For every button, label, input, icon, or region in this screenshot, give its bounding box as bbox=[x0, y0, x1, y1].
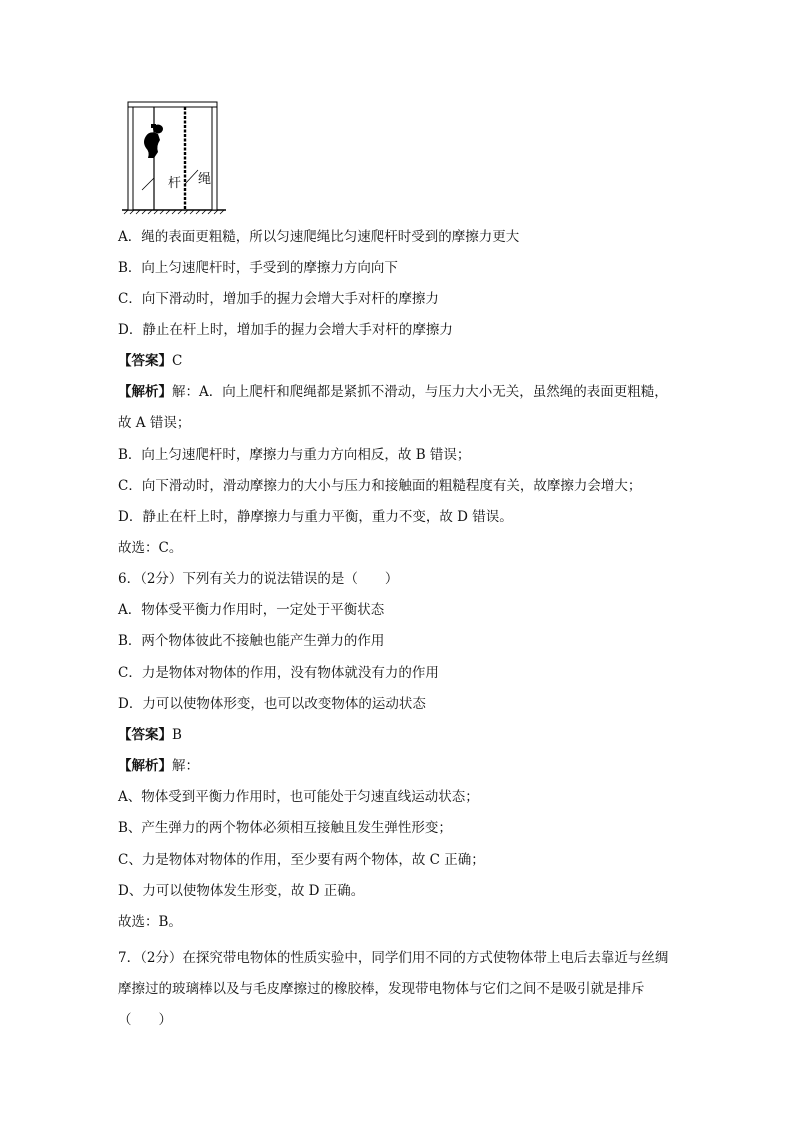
q5-conclusion: 故选：C。 bbox=[118, 540, 183, 556]
left-post bbox=[128, 102, 133, 210]
answer-tag: 【答案】 bbox=[118, 353, 172, 369]
q5-analysis-text-1: 解：A．向上爬杆和爬绳都是紧抓不滑动，与压力大小无关，虽然绳的表面更粗糙， bbox=[172, 384, 668, 400]
q6-analysis-line-1: A、物体受到平衡力作用时，也可能处于匀速直线运动状态； bbox=[118, 789, 479, 805]
q5-analysis-line-2: 故 A 错误； bbox=[118, 415, 191, 431]
pole-leader bbox=[142, 178, 154, 190]
rope-leader bbox=[185, 170, 198, 184]
q6-stem: 6．（2分）下列有关力的说法错误的是（ ） bbox=[118, 571, 399, 587]
rope-label: 绳 bbox=[198, 172, 212, 187]
pole-rope-diagram bbox=[120, 96, 230, 216]
q6-answer: B bbox=[172, 727, 182, 743]
q6-analysis-line-3: C、力是物体对物体的作用，至少要有两个物体，故 C 正确； bbox=[118, 852, 485, 868]
q5-option-c: C．向下滑动时，增加手的握力会增大手对杆的摩擦力 bbox=[118, 291, 439, 307]
q6-analysis-line-4: D、力可以使物体发生形变，故 D 正确。 bbox=[118, 883, 365, 899]
right-post bbox=[212, 102, 217, 210]
q5-analysis-line-3: B．向上匀速爬杆时，摩擦力与重力方向相反，故 B 错误； bbox=[118, 447, 471, 463]
analysis-tag: 【解析】 bbox=[118, 384, 172, 400]
q5-analysis-line-4: C．向下滑动时，滑动摩擦力的大小与压力和接触面的粗糙程度有关，故摩擦力会增大； bbox=[118, 478, 642, 494]
q5-option-a: A．绳的表面更粗糙，所以匀速爬绳比匀速爬杆时受到的摩擦力更大 bbox=[118, 229, 520, 245]
pole-label: 杆 bbox=[168, 176, 182, 191]
q5-analysis-line-1 bbox=[118, 382, 668, 402]
q6-option-c: C．力是物体对物体的作用，没有物体就没有力的作用 bbox=[118, 665, 439, 681]
q6-option-a: A．物体受平衡力作用时，一定处于平衡状态 bbox=[118, 602, 385, 618]
climber-figure bbox=[144, 124, 163, 158]
q7-stem: 7．（2分）在探究带电物体的性质实验中，同学们用不同的方式使物体带上电后去靠近与丝绸摩擦过的玻璃棒以及与毛皮摩擦过的橡胶棒，发现带电物体与它们之间不是吸引就是排斥（ ） bbox=[118, 950, 669, 1028]
q6-analysis-intro: 解： bbox=[172, 758, 199, 774]
q6-option-d: D．力可以使物体形变，也可以改变物体的运动状态 bbox=[118, 696, 426, 712]
q5-analysis-line-5: D．静止在杆上时，静摩擦力与重力平衡，重力不变，故 D 错误。 bbox=[118, 509, 513, 525]
q5-option-b: B．向上匀速爬杆时，手受到的摩擦力方向向下 bbox=[118, 260, 398, 276]
q6-option-b: B．两个物体彼此不接触也能产生弹力的作用 bbox=[118, 633, 385, 649]
pole-rope-figure bbox=[120, 96, 230, 216]
q5-answer: C bbox=[172, 353, 183, 369]
q6-answer-line bbox=[118, 725, 182, 745]
q6-conclusion: 故选：B。 bbox=[118, 914, 182, 930]
analysis-tag: 【解析】 bbox=[118, 758, 172, 774]
q5-answer-line bbox=[118, 351, 182, 371]
top-beam bbox=[128, 102, 217, 107]
q6-analysis-head bbox=[118, 756, 199, 776]
q6-analysis-line-2: B、产生弹力的两个物体必须相互接触且发生弹性形变； bbox=[118, 820, 452, 836]
q5-option-d: D．静止在杆上时，增加手的握力会增大手对杆的摩擦力 bbox=[118, 322, 453, 338]
answer-tag: 【答案】 bbox=[118, 727, 172, 743]
